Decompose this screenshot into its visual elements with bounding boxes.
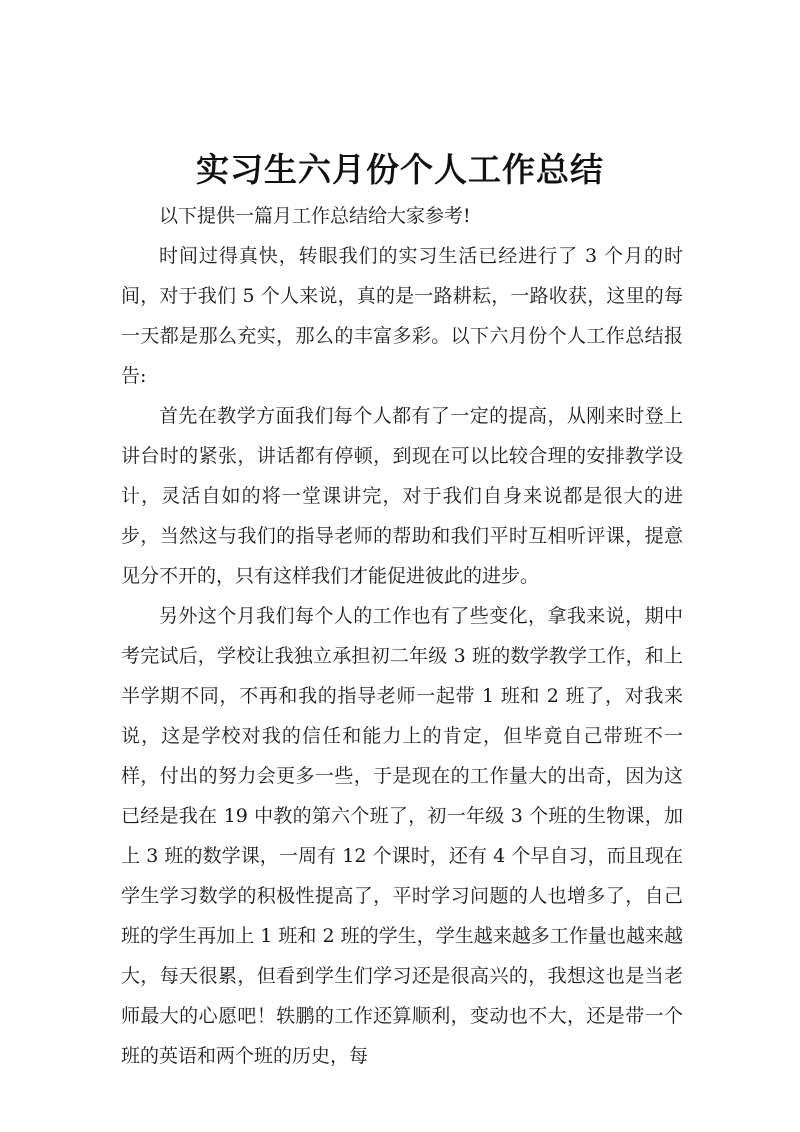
paragraph-teaching: 首先在教学方面我们每个人都有了一定的提高，从刚来时登上讲台时的紧张，讲话都有停顿，到现在可以比较合理的安排教学设计，灵活自如的将一堂课讲完，对于我们自身来说都是很大的进步，当然这与我们的指导老师的帮助和我们平时互相听评课，提意见分不开的，只有这样我们才能促进彼此的进步。 bbox=[121, 405, 683, 587]
document-body bbox=[121, 196, 683, 1076]
page-title: 实习生六月份个人工作总结 bbox=[196, 150, 604, 190]
paragraph-changes: 另外这个月我们每个人的工作也有了些变化，拿我来说，期中考完试后，学校让我独立承担初二年级 3 班的数学教学工作，和上半学期不同，不再和我的指导老师一起带 1 班和 2 班了，对我来说，这是学校对我的信任和能力上的肯定，但毕竟自己带班不一样，付出的努力会更多一些，于是现在的工作量大的出奇，因为这已经是我在 19 中教的第六个班了，初一年级 3 个班的生物课，加上 3 班的数学课，一周有 12 个课时，还有 4 个早自习，而且现在学生学习数学的积极性提高了，平时学习问题的人也增多了，自己班的学生再加上 1 班和 2 班的学生，学生越来越多工作量也越来越大，每天很累，但看到学生们学习还是很高兴的，我想这也是当老师最大的心愿吧！轶鹏的工作还算顺利，变动也不大，还是带一个班的英语和两个班的历史，每 bbox=[121, 605, 683, 1067]
paragraph-intro: 以下提供一篇月工作总结给大家参考! bbox=[159, 205, 471, 227]
paragraph-time: 时间过得真快，转眼我们的实习生活已经进行了 3 个月的时间，对于我们 5 个人来说，真的是一路耕耘，一路收获，这里的每一天都是那么充实，那么的丰富多彩。以下六月份个人工作总结报告: bbox=[121, 245, 683, 387]
